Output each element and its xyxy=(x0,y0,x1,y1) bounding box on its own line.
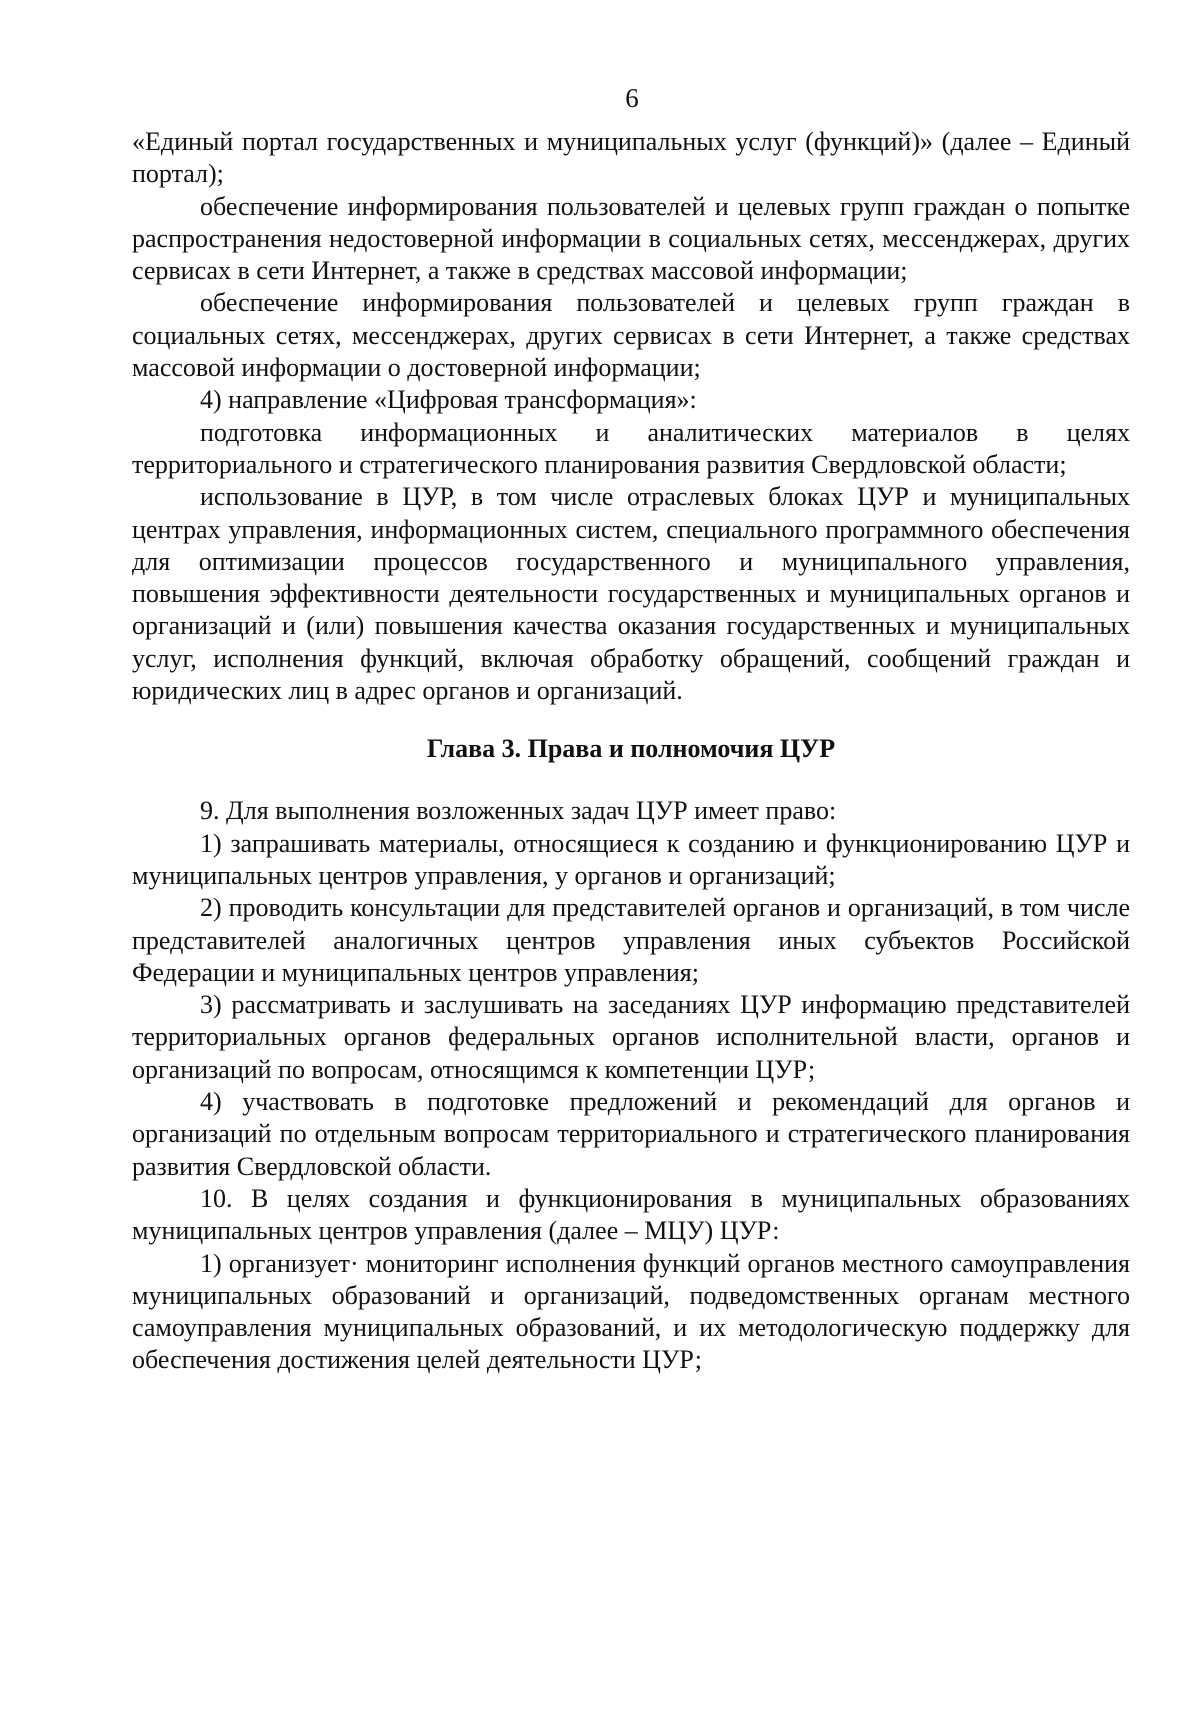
paragraph: использование в ЦУР, в том числе отраслевых блоках ЦУР и муниципальных центрах управления, информационных систем, специального программного обеспечения для оптимизации процессов государственного и муниципального управления, повышения эффективности деятельности государственных и муниципальных органов и организаций и (или) повышения качества оказания государственных и муниципальных услуг, исполнения функций, включая обработку обращений, сообщений граждан и юридических лиц в адрес органов и организаций. xyxy=(132,482,1130,706)
paragraph: 1) запрашивать материалы, относящиеся к созданию и функционированию ЦУР и муниципальных центров управления, у органов и организаций; xyxy=(132,828,1130,890)
paragraph: подготовка информационных и аналитических материалов в целях территориального и стратегического планирования развития Свердловской области; xyxy=(132,417,1130,479)
paragraph: обеспечение информирования пользователей и целевых групп граждан в социальных сетях, мессенджерах, других сервисах в сети Интернет, а также средствах массовой информации о достоверной информации; xyxy=(132,288,1130,383)
paragraph: обеспечение информирования пользователей и целевых групп граждан о попытке распространения недостоверной информации в социальных сетях, мессенджерах, других сервисах в сети Интернет, а также в средствах массовой информации; xyxy=(132,191,1130,286)
paragraph: 2) проводить консультации для представителей органов и организаций, в том числе представителей аналогичных центров управления иных субъектов Российской Федерации и муниципальных центров управления; xyxy=(132,893,1130,987)
chapter-heading: Глава 3. Права и полномочия ЦУР xyxy=(426,734,836,764)
page-number: 6 xyxy=(625,83,639,113)
paragraph: 3) рассматривать и заслушивать на заседаниях ЦУР информацию представителей территориальных органов федеральных органов исполнительной власти, органов и организаций по вопросам, относящимся к компетенции ЦУР; xyxy=(132,990,1130,1084)
paragraph: 4) направление «Цифровая трансформация»: xyxy=(200,385,697,415)
paragraph: 9. Для выполнения возложенных задач ЦУР имеет право: xyxy=(200,796,837,826)
paragraph: «Единый портал государственных и муниципальных услуг (функций)» (далее – Единый портал); xyxy=(132,127,1130,189)
paragraph: 4) участвовать в подготовке предложений и рекомендаций для органов и организаций по отдельным вопросам территориального и стратегического планирования развития Свердловской области. xyxy=(132,1087,1130,1181)
paragraph: 10. В целях создания и функционирования в муниципальных образованиях муниципальных центров управления (далее – МЦУ) ЦУР: xyxy=(132,1183,1130,1246)
paragraph: 1) организует· мониторинг исполнения функций органов местного самоуправления муниципальных образований и организаций, подведомственных органам местного самоуправления муниципальных образований, и их методологическую поддержку для обеспечения достижения целей деятельности ЦУР; xyxy=(132,1248,1130,1375)
document-body xyxy=(132,126,1130,1377)
